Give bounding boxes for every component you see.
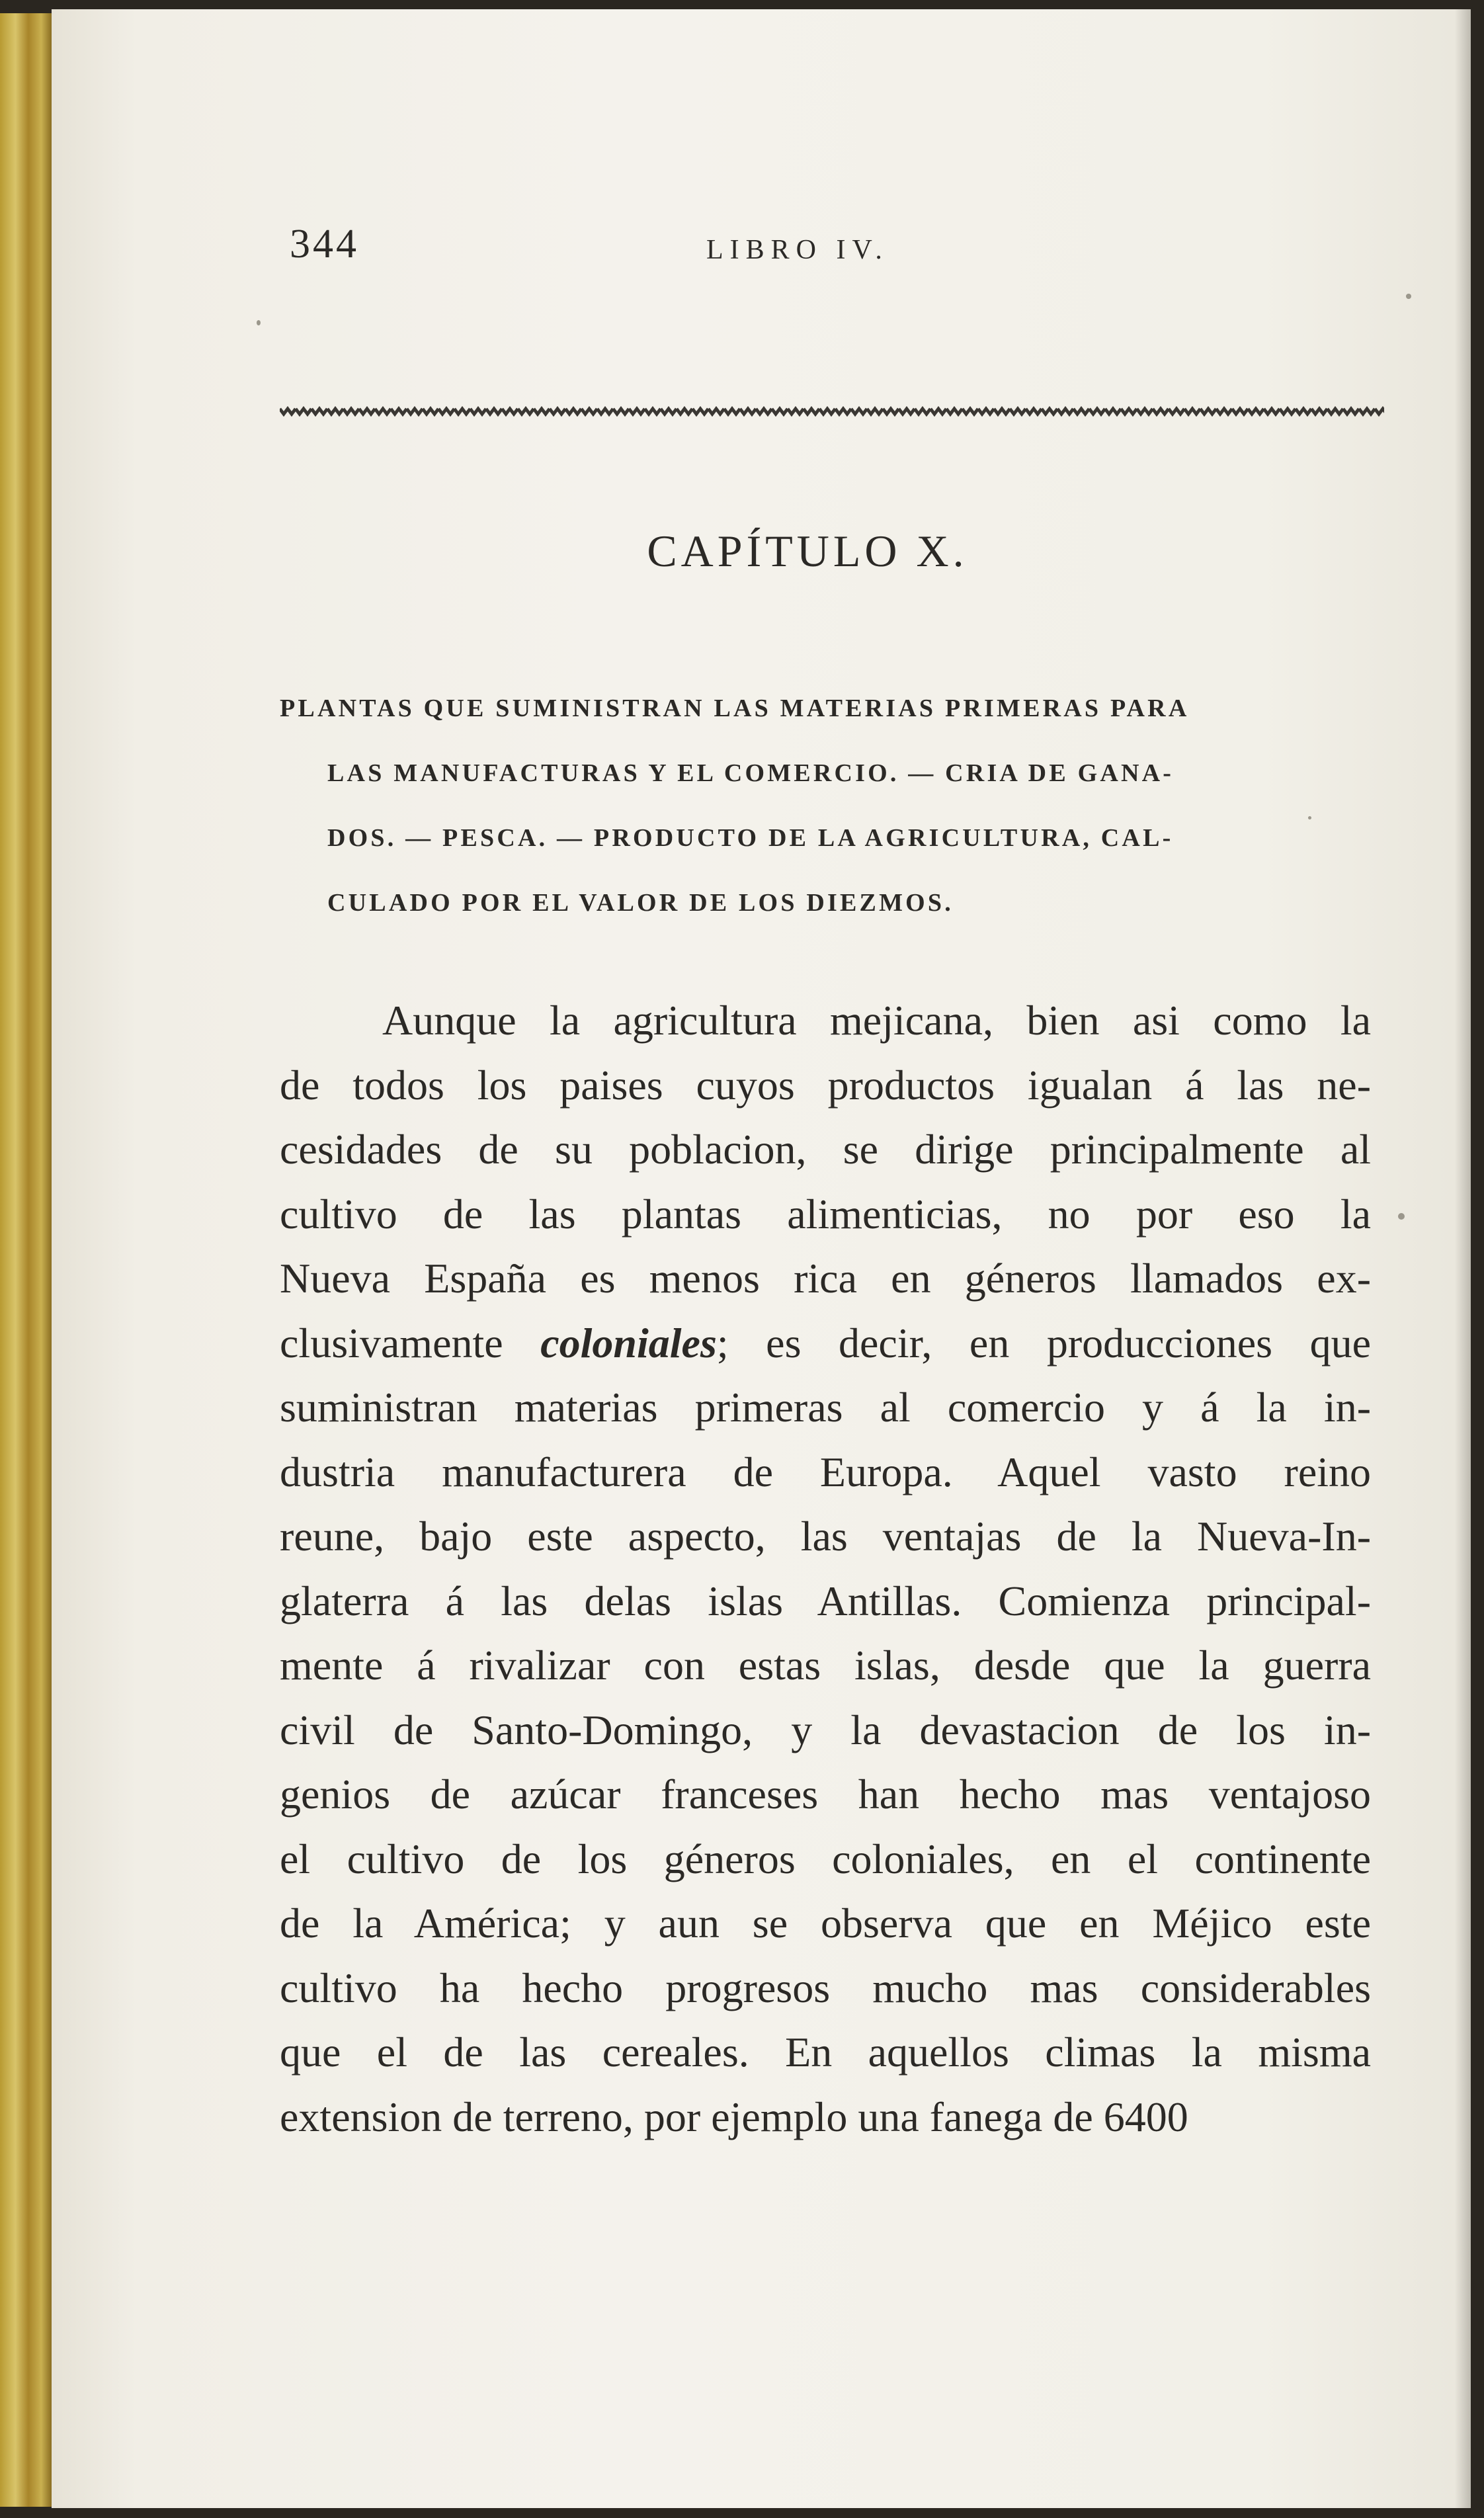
text-line: cultivo ha hecho progresos mucho mas considerables <box>280 1964 1371 2011</box>
text-line: Nueva España es menos rica en géneros llamados ex- <box>280 1255 1371 1302</box>
italic-term: coloniales <box>540 1319 717 1366</box>
gutter-shadow <box>1455 9 1471 2508</box>
paper-speck <box>1406 294 1411 299</box>
text-line: de la América; y aun se observa que en Méjico este <box>280 1900 1371 1947</box>
text-line: glaterra á las delas islas Antillas. Comienza principal- <box>280 1577 1371 1624</box>
paper-speck <box>257 320 261 325</box>
text-line: dustria manufacturera de Europa. Aquel vasto reino <box>280 1448 1371 1495</box>
text-segment: clusivamente <box>280 1319 503 1366</box>
page-number: 344 <box>290 222 359 267</box>
text-segment: ; es decir, en producciones que <box>716 1319 1372 1366</box>
paper-speck <box>1398 1213 1405 1220</box>
text-line: genios de azúcar franceses han hecho mas ventajoso <box>280 1771 1371 1818</box>
running-head <box>52 208 1471 274</box>
text-line: que el de las cereales. En aquellos climas la misma <box>280 2029 1371 2076</box>
text-line: extension de terreno, por ejemplo una fanega de 6400 <box>280 2093 1188 2140</box>
text-line: el cultivo de los géneros coloniales, en el continente <box>280 1835 1371 1882</box>
summary-line: LAS MANUFACTURAS Y EL COMERCIO. — CRIA DE GANA- <box>327 759 1175 787</box>
text-line: de todos los paises cuyos productos igualan á las ne- <box>280 1061 1371 1109</box>
summary-line: CULADO POR EL VALOR DE LOS DIEZMOS. <box>327 889 954 917</box>
text-line-with-italic <box>280 1311 1371 1376</box>
summary-line: DOS. — PESCA. — PRODUCTO DE LA AGRICULTURA, CAL- <box>327 824 1174 852</box>
body-paragraph <box>280 988 1371 2149</box>
gilt-page-edge <box>0 13 52 2507</box>
text-line: cultivo de las plantas alimenticias, no por eso la <box>280 1190 1371 1238</box>
chapter-summary <box>280 676 1384 935</box>
ornamental-rule <box>280 399 1384 423</box>
book-label: LIBRO IV. <box>706 235 889 265</box>
text-line: civil de Santo-Domingo, y la devastacion de los in- <box>280 1706 1371 1753</box>
text-line: Aunque la agricultura mejicana, bien asi como la <box>382 997 1371 1044</box>
book-page <box>52 9 1471 2508</box>
text-line: mente á rivalizar con estas islas, desde que la guerra <box>280 1642 1371 1689</box>
summary-line: PLANTAS QUE SUMINISTRAN LAS MATERIAS PRIMERAS PARA <box>280 694 1190 722</box>
text-line: cesidades de su poblacion, se dirige principalmente al <box>280 1126 1371 1173</box>
chapter-title: CAPÍTULO X. <box>647 526 968 576</box>
text-line: reune, bajo este aspecto, las ventajas de la Nueva-In- <box>280 1513 1371 1560</box>
text-line: suministran materias primeras al comercio y á la in- <box>280 1384 1371 1431</box>
paper-speck <box>1308 816 1311 819</box>
